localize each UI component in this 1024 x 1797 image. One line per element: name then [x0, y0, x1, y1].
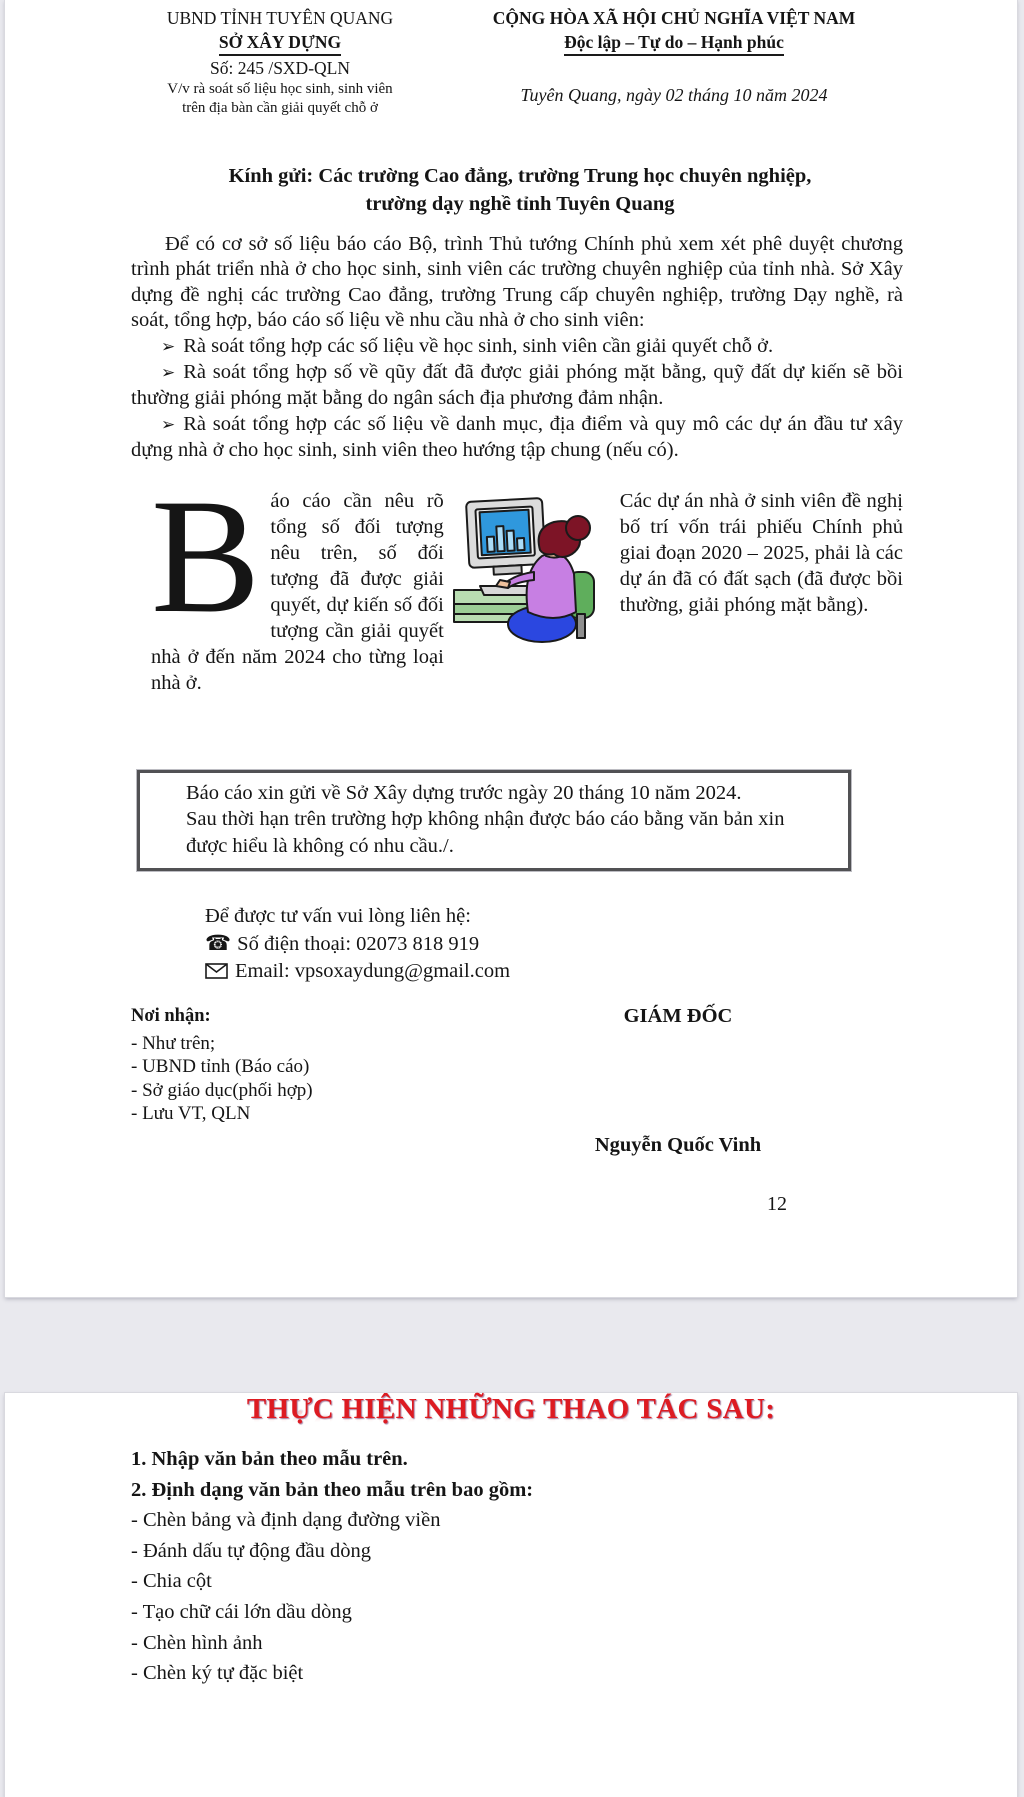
column-right: Các dự án nhà ở sinh viên đề nghị bố trí vốn trái phiếu Chính phủ giai đoạn 2020 – 2025, phải là các dự án đã có đất sạch (đã được bồi thường, giải phóng mặt bằng). — [619, 489, 903, 616]
issuing-agency-block — [127, 6, 433, 118]
column-left-text: áo cáo cần nêu rõ tổng số đối tượng nêu trên, số đối tượng đã được giải quyết, dự kiến số đối tượng cần giải quyết nhà ở đến năm 2024 cho từng loại nhà ở. — [151, 489, 444, 694]
deadline-notice-box — [137, 770, 851, 872]
task-item: 2. Định dạng văn bản theo mẫu trên bao gồm: — [131, 1478, 534, 1501]
bullet-item: ➢ Rà soát tổng hợp số về qũy đất đã được giải phóng mặt bằng, quỹ đất dự kiến sẽ bồi thường giải phóng mặt bằng do ngân sách địa phương đảm nhận. — [131, 361, 903, 410]
document-header — [5, 0, 1017, 118]
wordart-title: THỰC HIỆN NHỮNG THAO TÁC SAU: — [246, 1393, 776, 1425]
task-item: - Chèn bảng và định dạng đường viền — [131, 1509, 441, 1532]
arrow-bullet-icon: ➢ — [161, 336, 176, 357]
task-list — [5, 1444, 1017, 1689]
contact-block — [131, 903, 903, 985]
page-2 — [5, 1393, 1017, 1797]
agency-name: SỞ XÂY DỰNG — [127, 30, 433, 56]
salutation — [5, 162, 1017, 218]
two-column-section — [131, 465, 903, 696]
recipients-title: Nơi nhận: — [131, 1006, 211, 1027]
bullet-item: ➢ Rà soát tổng hợp các số liệu về danh mục, địa điểm và quy mô các dự án đầu tư xây dựng nhà ở cho học sinh, sinh viên theo hướng tập chung (nếu có). — [131, 412, 903, 462]
document-footer — [131, 1005, 903, 1157]
recipient-item: - Như trên; — [131, 1032, 216, 1054]
recipient-item: - UBND tỉnh (Báo cáo) — [131, 1056, 310, 1078]
recipient-item: - Lưu VT, QLN — [131, 1103, 251, 1125]
task-item: 1. Nhập văn bản theo mẫu trên. — [131, 1448, 408, 1470]
signature-block — [513, 1005, 843, 1157]
document-number: Số: 245 /SXD-QLN — [209, 58, 350, 78]
task-item: - Chèn hình ảnh — [131, 1631, 263, 1654]
phone-icon: ☎ — [205, 931, 232, 956]
recipient-item: - Sở giáo dục(phối hợp) — [131, 1079, 313, 1101]
page-1 — [5, 0, 1017, 1297]
recipients-block — [131, 1005, 513, 1157]
arrow-bullet-icon: ➢ — [161, 363, 176, 384]
subject-line-1: V/v rà soát số liệu học sinh, sinh viên — [167, 81, 393, 97]
task-item: - Đánh dấu tự động đầu dòng — [131, 1539, 371, 1562]
agency-parent: UBND TỈNH TUYÊN QUANG — [166, 8, 394, 28]
bullet-item: ➢ Rà soát tổng hợp các số liệu về học sinh, sinh viên cần giải quyết chỗ ở. — [161, 334, 774, 357]
notice-line-2: Sau thời hạn trên trường hợp không nhận được báo cáo bằng văn bản xin được hiểu là không có nhu cầu./. — [186, 808, 785, 857]
page-number: 12 — [767, 1193, 787, 1216]
arrow-bullet-icon: ➢ — [161, 414, 176, 435]
signer-title: GIÁM ĐỐC — [623, 1005, 733, 1028]
dropcap-letter: B — [151, 465, 261, 647]
intro-paragraph: Để có cơ sở số liệu báo cáo Bộ, trình Thủ tướng Chính phủ xem xét phê duyệt chương trình phát triển nhà ở cho học sinh, sinh viên các trường chuyên nghiệp của tỉnh nhà. Sở Xây dựng đề nghị các trường Cao đẳng, trường Trung cấp chuyên nghiệp, trường Dạy nghề, rà soát, tổng hợp, báo cáo số liệu về nhu cầu nhà ở cho sinh viên: — [131, 233, 903, 332]
notice-line-1: Báo cáo xin gửi về Sở Xây dựng trước ngày 20 tháng 10 năm 2024. — [186, 781, 742, 804]
task-item: - Tạo chữ cái lớn dầu dòng — [131, 1600, 352, 1623]
clipart-image — [450, 494, 602, 644]
signer-name: Nguyễn Quốc Vinh — [594, 1134, 762, 1157]
national-motto-line2: Độc lập – Tự do – Hạnh phúc — [435, 30, 913, 56]
salutation-line-1: Kính gửi: Các trường Cao đẳng, trường Trung học chuyên nghiệp, — [228, 165, 812, 187]
task-item: - Chèn ký tự đặc biệt — [131, 1662, 304, 1685]
salutation-line-2: trường dạy nghề tỉnh Tuyên Quang — [365, 193, 675, 215]
task-item: - Chia cột — [131, 1570, 212, 1593]
envelope-icon — [205, 963, 228, 979]
contact-intro: Để được tư vấn vui lòng liên hệ: — [205, 905, 471, 928]
column-left — [151, 465, 444, 696]
contact-phone-row — [205, 930, 903, 958]
document-body — [5, 232, 1017, 1216]
place-and-date: Tuyên Quang, ngày 02 tháng 10 năm 2024 — [520, 85, 828, 105]
contact-phone: Số điện thoại: 02073 818 919 — [237, 933, 480, 956]
contact-email-row — [205, 958, 903, 985]
woman-at-computer-clipart — [450, 494, 608, 696]
national-header-block — [435, 6, 913, 118]
national-motto-line1: CỘNG HÒA XÃ HỘI CHỦ NGHĨA VIỆT NAM — [492, 8, 856, 28]
contact-email: Email: vpsoxaydung@gmail.com — [235, 960, 511, 983]
subject-line-2: trên địa bàn cần giải quyết chỗ ở — [182, 100, 378, 116]
